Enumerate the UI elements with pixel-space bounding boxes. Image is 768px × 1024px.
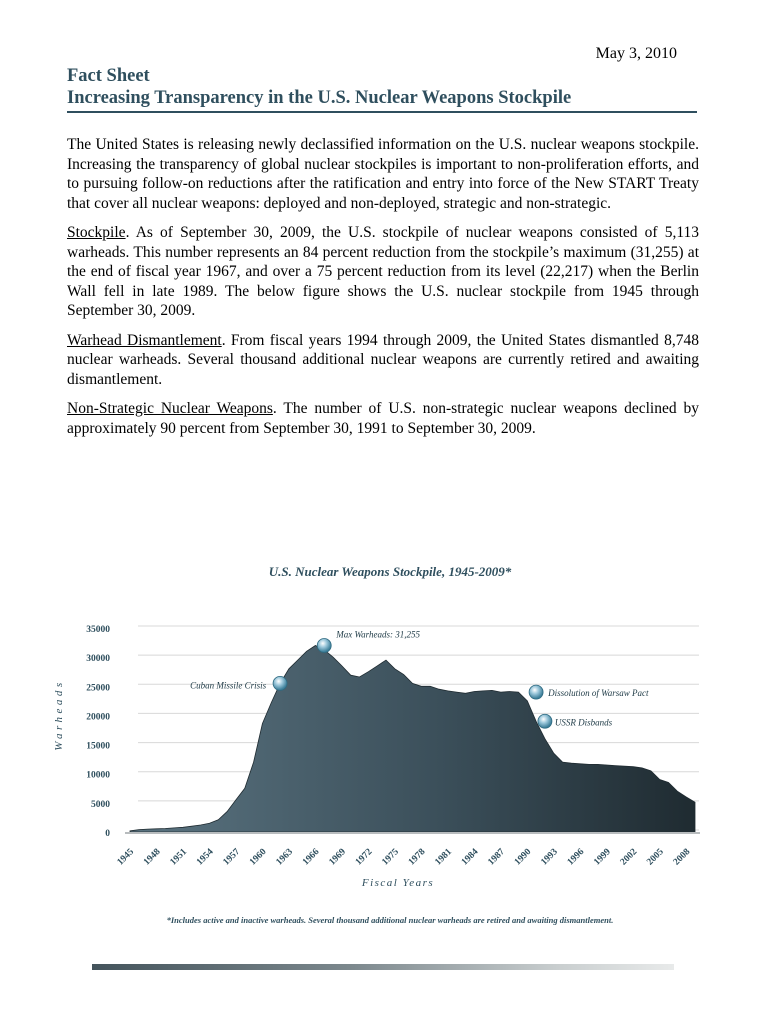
x-tick-label: 1945: [115, 847, 137, 868]
section-paragraph: [67, 223, 699, 321]
y-tick-label: 25000: [86, 683, 110, 694]
y-axis-title: Warheads: [53, 679, 65, 751]
document-body: [67, 135, 699, 448]
x-tick-label: 1972: [353, 847, 375, 868]
x-tick-label: 1975: [380, 847, 401, 868]
annotation-label: Dissolution of Warsaw Pact: [548, 688, 649, 699]
section-text: . As of September 30, 2009, the U.S. stockpile of nuclear weapons consisted of 5,113 warheads. This number represents an 84 percent reduction from the stockpile’s maximum (31,255) at the end of fiscal year 1967, and over a 75 percent reduction from its level (22,217) when the Berlin Wall fell in late 1989. The below figure shows the U.S. nuclear stockpile from 1945 through September 30, 2009.: [67, 224, 699, 319]
stockpile-area-series: [130, 646, 695, 833]
x-tick-label: 1948: [142, 847, 163, 868]
x-tick-label: 1978: [406, 847, 428, 868]
x-tick-label: 1981: [433, 847, 454, 868]
x-tick-label: 1963: [274, 847, 296, 868]
x-tick-label: 2005: [645, 847, 666, 868]
x-tick-label: 1999: [592, 847, 613, 868]
title-line-2: Increasing Transparency in the U.S. Nuclear Weapons Stockpile: [67, 88, 572, 108]
x-tick-label: 1954: [195, 847, 216, 868]
y-tick-label: 10000: [86, 770, 110, 781]
y-tick-label: 0: [105, 829, 110, 839]
chart-footnote: *Includes active and inactive warheads. Several thousand additional nuclear warheads are retired and awaiting dismantlement.: [166, 915, 614, 925]
section-text: . The number of U.S. non-strategic nuclear weapons declined by approximately 90 percent from September 30, 1991 to September 30, 2009.: [67, 400, 699, 437]
x-axis-title: Fiscal Years: [361, 877, 435, 889]
annotation-marker: [529, 685, 543, 699]
section-paragraph: [67, 331, 699, 390]
section-paragraph: [67, 399, 699, 438]
y-tick-label: 20000: [86, 712, 110, 723]
x-tick-label: 1951: [168, 847, 190, 868]
x-tick-label: 1993: [539, 847, 560, 868]
title-rule: [67, 111, 697, 113]
chart-title: U.S. Nuclear Weapons Stockpile, 1945-2009*: [268, 564, 512, 579]
annotation-label: Max Warheads: 31,255: [336, 629, 420, 640]
annotation-marker: [317, 638, 331, 652]
y-tick-label: 35000: [86, 625, 110, 635]
y-tick-label: 30000: [86, 654, 110, 665]
x-tick-label: 1966: [301, 847, 322, 868]
stockpile-chart: [40, 555, 740, 935]
footer-bar: [92, 964, 674, 970]
y-tick-label: 15000: [86, 741, 110, 752]
section-text: . From fiscal years 1994 through 2009, the United States dismantled 8,748 nuclear warheads. Several thousand additional nuclear weapons are currently retired and awaiting dismantlement.: [67, 331, 699, 388]
section-heading: Stockpile: [67, 224, 126, 241]
annotation-marker: [273, 676, 287, 690]
x-tick-label: 1960: [248, 847, 269, 868]
x-tick-label: 1969: [327, 847, 348, 868]
y-tick-label: 5000: [91, 799, 110, 810]
x-tick-label: 1996: [565, 847, 587, 868]
section-heading: Non-Strategic Nuclear Weapons: [67, 400, 273, 417]
document-date: May 3, 2010: [595, 45, 677, 62]
annotation-label: Cuban Missile Crisis: [190, 680, 267, 691]
section-heading: Warhead Dismantlement: [67, 331, 222, 349]
x-tick-label: 1984: [459, 847, 481, 868]
x-tick-label: 1957: [221, 847, 243, 868]
title-line-1: Fact Sheet: [67, 66, 150, 86]
x-tick-label: 2002: [618, 847, 640, 868]
document-title: [67, 65, 571, 109]
chart-svg: [40, 555, 740, 935]
annotation-label: USSR Disbands: [554, 717, 613, 728]
x-tick-label: 1990: [512, 847, 534, 868]
x-tick-label: 2008: [671, 847, 693, 868]
intro-paragraph: The United States is releasing newly declassified information on the U.S. nuclear weapons stockpile. Increasing the transparency of global nuclear stockpiles is important to non-proliferation efforts, and to pursuing follow-on reductions after the ratification and entry into force of the New START Treaty that cover all nuclear weapons: deployed and non-deployed, strategic and non-strategic.: [67, 136, 699, 212]
x-tick-label: 1987: [486, 847, 507, 868]
annotation-marker: [538, 714, 552, 728]
